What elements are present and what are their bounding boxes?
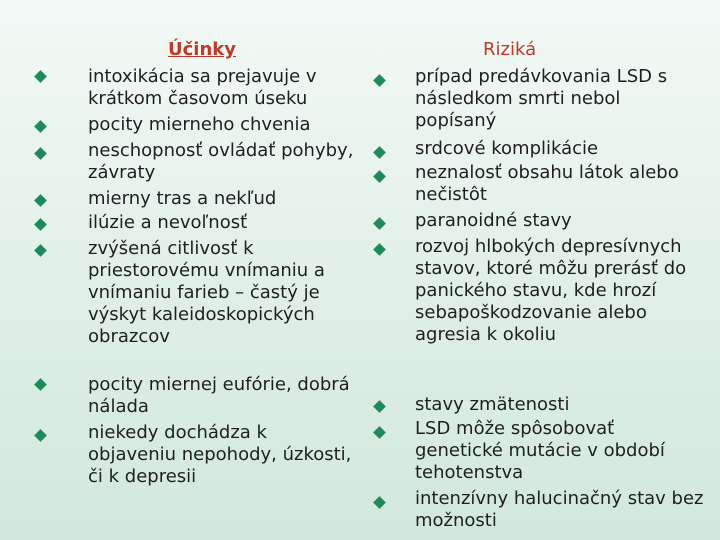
diamond-bullet-icon [373, 400, 386, 413]
list-item: prípad predávkovania LSD s následkom smrti nebol popísaný [415, 66, 668, 131]
diamond-bullet-icon [34, 194, 47, 207]
list-item: pocity miernej eufórie, dobrá nálada [88, 374, 350, 417]
diamond-bullet-icon [373, 496, 386, 509]
diamond-bullet-icon [34, 70, 47, 83]
list-item: mierny tras a nekľud [88, 188, 277, 209]
diamond-bullet-icon [34, 244, 47, 257]
diamond-bullet-icon [373, 217, 386, 230]
list-item: srdcové komplikácie [415, 138, 599, 159]
risks-heading: Riziká [483, 39, 537, 60]
diamond-bullet-icon [373, 146, 386, 159]
list-item: stavy zmätenosti [415, 394, 570, 415]
diamond-bullet-icon [34, 378, 47, 391]
diamond-bullet-icon [373, 170, 386, 183]
list-item: ilúzie a nevoľnosť [88, 212, 248, 233]
list-item: rozvoj hlbokých depresívnych stavov, ktoré môžu prerásť do panického stavu, kde hrozí sebapoškodzovanie alebo agresia k okoliu [415, 236, 687, 345]
diamond-bullet-icon [373, 426, 386, 439]
diamond-bullet-icon [34, 147, 47, 160]
diamond-bullet-icon [373, 243, 386, 256]
diamond-bullet-icon [373, 74, 386, 87]
diamond-bullet-icon [34, 120, 47, 133]
list-item: zvýšená citlivosť k priestorovému vnímaniu a vnímaniu farieb – častý je výskyt kaleidoskopických obrazcov [88, 238, 325, 347]
list-item: intoxikácia sa prejavuje v krátkom časovom úseku [88, 66, 317, 109]
effects-heading: Účinky [168, 39, 236, 60]
list-item: LSD môže spôsobovať genetické mutácie v období tehotenstva [415, 418, 665, 483]
list-item: intenzívny halucinačný stav bez možnosti [415, 488, 704, 531]
list-item: neznalosť obsahu látok alebo nečistôt [415, 162, 679, 205]
list-item: neschopnosť ovládať pohyby, závraty [88, 140, 354, 183]
list-item: niekedy dochádza k objaveniu nepohody, úzkosti, či k depresii [88, 422, 352, 487]
diamond-bullet-icon [34, 218, 47, 231]
list-item: pocity mierneho chvenia [88, 114, 311, 135]
diamond-bullet-icon [34, 429, 47, 442]
list-item: paranoidné stavy [415, 210, 572, 231]
